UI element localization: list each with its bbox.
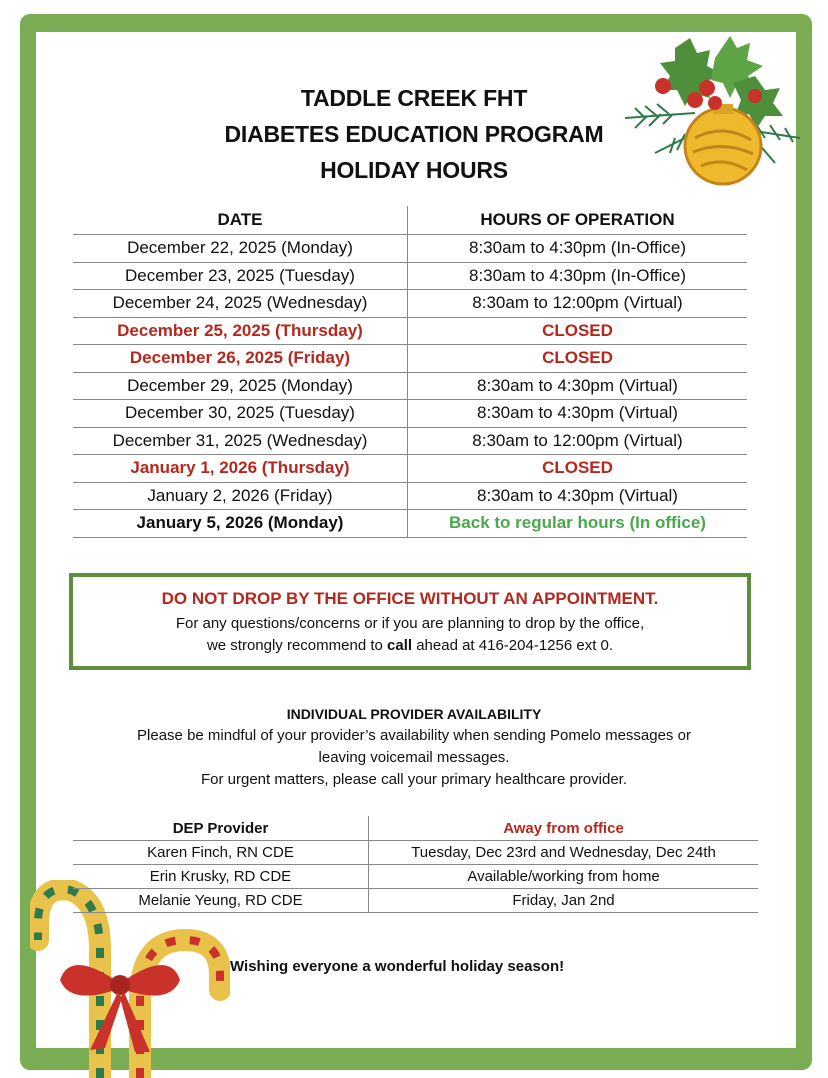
provider-cell: Karen Finch, RN CDE [73, 841, 369, 865]
hours-cell: 8:30am to 4:30pm (Virtual) [408, 482, 748, 510]
table-row [73, 482, 747, 510]
column-header-provider: DEP Provider [73, 816, 369, 841]
date-cell: December 25, 2025 (Thursday) [73, 317, 408, 345]
hours-cell: 8:30am to 4:30pm (Virtual) [408, 400, 748, 428]
hours-cell: CLOSED [408, 345, 748, 373]
hours-cell: CLOSED [408, 317, 748, 345]
appointment-notice-box [69, 573, 751, 670]
table-row [73, 510, 747, 538]
date-cell: January 1, 2026 (Thursday) [73, 455, 408, 483]
provider-availability-section [0, 703, 828, 791]
closing-message: Wishing everyone a wonderful holiday season! [230, 958, 565, 975]
flyer-title [0, 80, 828, 188]
column-header-date: DATE [73, 206, 408, 235]
notice-call-emphasis: call [387, 637, 413, 654]
provider-header-row [73, 816, 758, 841]
date-cell: January 2, 2026 (Friday) [73, 482, 408, 510]
table-header-row [73, 206, 747, 235]
availability-heading: INDIVIDUAL PROVIDER AVAILABILITY [286, 706, 542, 722]
table-row [73, 262, 747, 290]
table-row [73, 345, 747, 373]
date-cell: January 5, 2026 (Monday) [73, 510, 408, 538]
date-cell: December 26, 2025 (Friday) [73, 345, 408, 373]
date-cell: December 23, 2025 (Tuesday) [73, 262, 408, 290]
table-row [73, 889, 758, 913]
availability-line-3: For urgent matters, please call your primary healthcare provider. [200, 771, 628, 788]
holiday-hours-table [73, 206, 747, 538]
notice-line-2-pre: we strongly recommend to [206, 637, 388, 654]
table-row [73, 455, 747, 483]
notice-line-1: For any questions/concerns or if you are planning to drop by the office, [175, 615, 645, 632]
column-header-away: Away from office [369, 816, 759, 841]
away-cell: Available/working from home [369, 865, 759, 889]
table-row [73, 317, 747, 345]
title-line-1: TADDLE CREEK FHT [300, 85, 528, 111]
table-row [73, 372, 747, 400]
provider-cell: Erin Krusky, RD CDE [73, 865, 369, 889]
date-cell: December 30, 2025 (Tuesday) [73, 400, 408, 428]
title-line-3: HOLIDAY HOURS [320, 157, 508, 183]
hours-cell: 8:30am to 4:30pm (In-Office) [408, 235, 748, 263]
date-cell: December 22, 2025 (Monday) [73, 235, 408, 263]
hours-cell: Back to regular hours (In office) [408, 510, 748, 538]
notice-heading: DO NOT DROP BY THE OFFICE WITHOUT AN APPOINTMENT. [161, 589, 659, 608]
hours-table-body [73, 235, 747, 538]
notice-line-2-post: ahead at 416-204-1256 ext 0. [412, 637, 614, 654]
availability-line-2: leaving voicemail messages. [318, 749, 510, 766]
provider-table-body [73, 841, 758, 913]
table-row [73, 235, 747, 263]
table-row [73, 290, 747, 318]
away-cell: Tuesday, Dec 23rd and Wednesday, Dec 24th [369, 841, 759, 865]
date-cell: December 31, 2025 (Wednesday) [73, 427, 408, 455]
column-header-hours: HOURS OF OPERATION [408, 206, 748, 235]
table-row [73, 841, 758, 865]
provider-table [73, 816, 758, 913]
availability-line-1: Please be mindful of your provider’s availability when sending Pomelo messages or [137, 727, 691, 744]
notice-body [73, 613, 747, 657]
hours-cell: 8:30am to 12:00pm (Virtual) [408, 290, 748, 318]
table-row [73, 865, 758, 889]
hours-cell: CLOSED [408, 455, 748, 483]
table-row [73, 400, 747, 428]
provider-cell: Melanie Yeung, RD CDE [73, 889, 369, 913]
date-cell: December 24, 2025 (Wednesday) [73, 290, 408, 318]
date-cell: December 29, 2025 (Monday) [73, 372, 408, 400]
notice-line-2 [73, 635, 747, 657]
hours-cell: 8:30am to 4:30pm (In-Office) [408, 262, 748, 290]
away-cell: Friday, Jan 2nd [369, 889, 759, 913]
table-row [73, 427, 747, 455]
title-line-2: DIABETES EDUCATION PROGRAM [224, 121, 604, 147]
hours-cell: 8:30am to 4:30pm (Virtual) [408, 372, 748, 400]
hours-cell: 8:30am to 12:00pm (Virtual) [408, 427, 748, 455]
